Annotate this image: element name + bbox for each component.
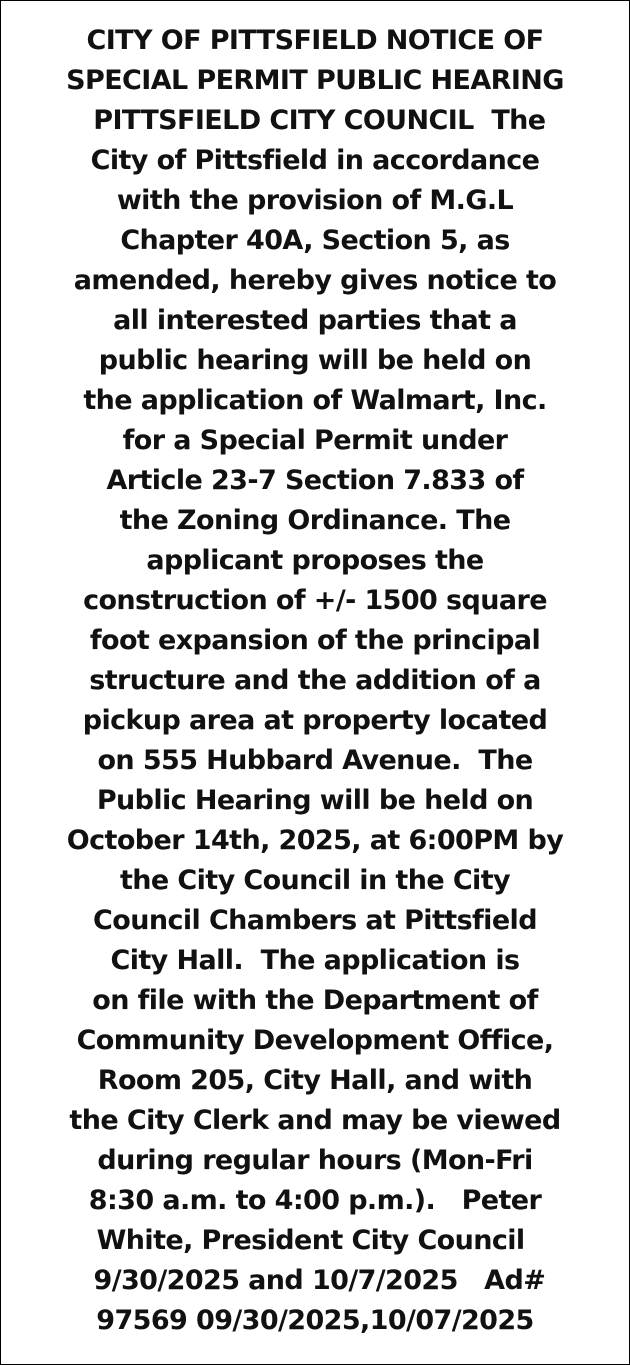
notice-line: Room 205, City Hall, and with — [97, 1065, 533, 1096]
notice-line: the Zoning Ordinance. The — [119, 505, 511, 536]
notice-line: October 14th, 2025, at 6:00PM by — [66, 825, 564, 856]
legal-notice-body — [15, 21, 615, 1341]
notice-line: White, President City Council — [96, 1225, 534, 1256]
notice-line: structure and the addition of a — [89, 665, 541, 696]
notice-line: Council Chambers at Pittsfield — [93, 905, 537, 936]
notice-line: public hearing will be held on — [98, 345, 532, 376]
notice-line: City of Pittsfield in accordance — [90, 145, 540, 176]
notice-line: on file with the Department of — [92, 985, 538, 1016]
notice-line: Public Hearing will be held on — [96, 785, 534, 816]
notice-line: 8:30 a.m. to 4:00 p.m.). Peter — [88, 1185, 542, 1216]
notice-line: the application of Walmart, Inc. — [83, 385, 547, 416]
notice-line: City Hall. The application is — [110, 945, 520, 976]
notice-line: Chapter 40A, Section 5, as — [120, 225, 510, 256]
notice-line: 97569 09/30/2025,10/07/2025 — [96, 1305, 534, 1336]
notice-line: construction of +/- 1500 square — [83, 585, 547, 616]
notice-line: all interested parties that a — [113, 305, 517, 336]
notice-line: Community Development Office, — [76, 1025, 554, 1056]
notice-line: the City Council in the City — [119, 865, 511, 896]
notice-line: pickup area at property located — [82, 705, 548, 736]
notice-line: for a Special Permit under — [122, 425, 508, 456]
notice-line: during regular hours (Mon-Fri — [97, 1145, 533, 1176]
notice-line: Article 23-7 Section 7.833 of — [106, 465, 524, 496]
notice-line: with the provision of M.G.L — [116, 185, 514, 216]
notice-line: amended, hereby gives notice to — [73, 265, 557, 296]
notice-line: applicant proposes the — [146, 545, 484, 576]
notice-line: SPECIAL PERMIT PUBLIC HEARING — [66, 65, 564, 96]
notice-line: 9/30/2025 and 10/7/2025 Ad# — [84, 1265, 546, 1296]
notice-line: the City Clerk and may be viewed — [69, 1105, 561, 1136]
notice-line: PITTSFIELD CITY COUNCIL The — [84, 105, 546, 136]
notice-line: CITY OF PITTSFIELD NOTICE OF — [86, 25, 544, 56]
notice-line: on 555 Hubbard Avenue. The — [97, 745, 533, 776]
notice-line: foot expansion of the principal — [89, 625, 541, 656]
